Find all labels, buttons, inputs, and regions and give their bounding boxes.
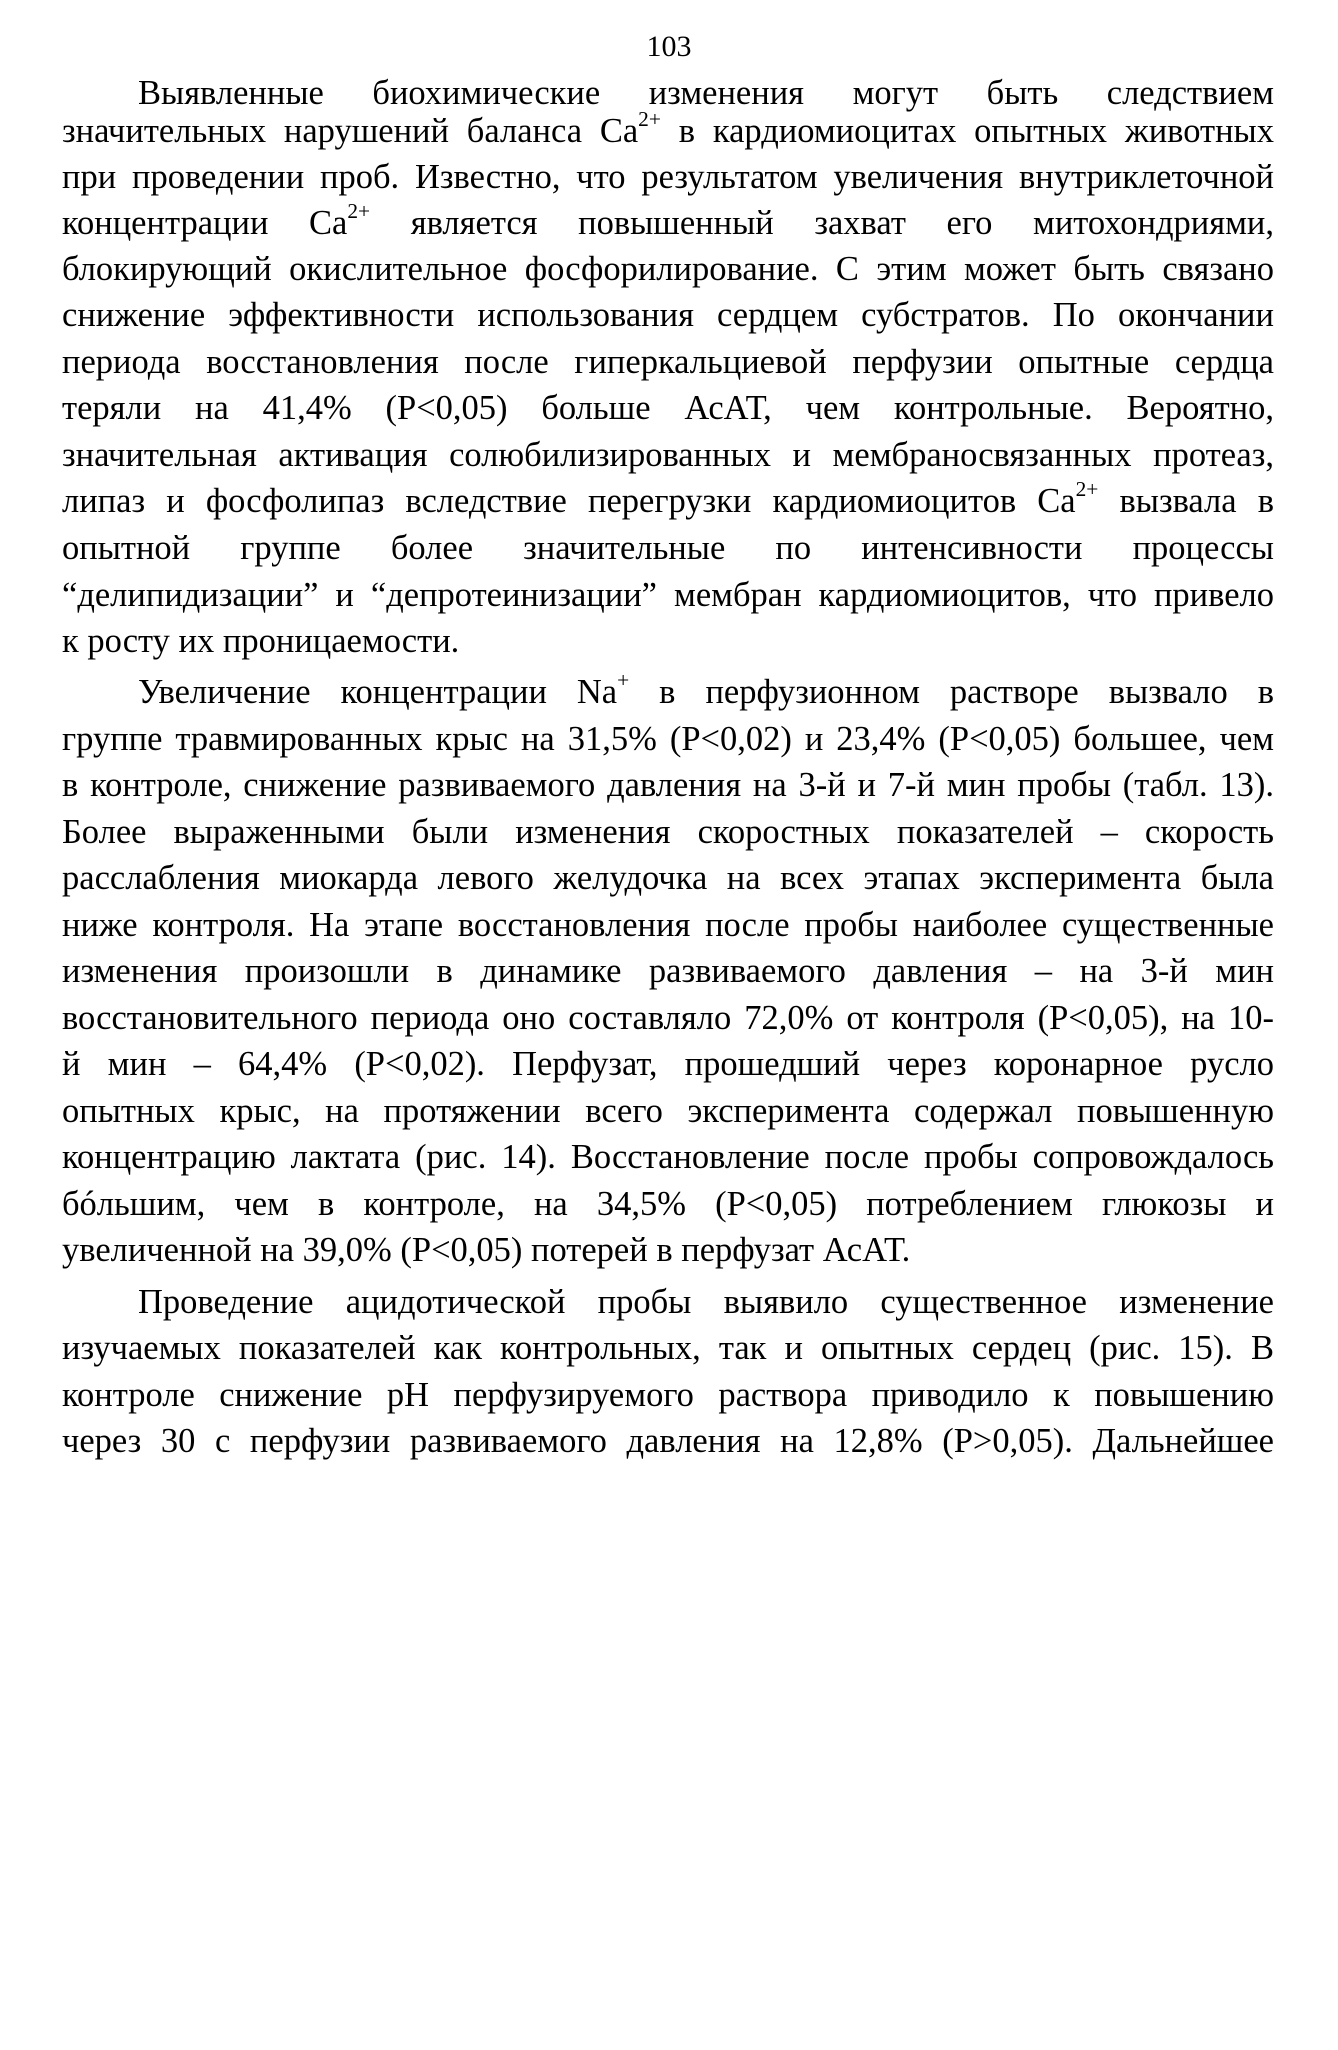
text-line: липаз и фосфолипаз вследствие перегрузки кардиомиоцитов $Ca^{2+}$ вызвала в	[62, 478, 1274, 520]
text-line: “делипидизации” и “депротеинизации” мембран кардиомиоцитов, что привело	[62, 576, 1274, 614]
text-line: концентрации $Ca^{2+}$ является повышенный захват его митохондриями,	[62, 200, 1274, 242]
text-line: к росту их проницаемости.	[62, 622, 460, 660]
text-line: Увеличение концентрации Na+ в перфузионном растворе вызвало в	[138, 669, 1274, 711]
text-line: значительных нарушений баланса $Ca^{2+}$ в кардиомиоцитах опытных животных	[62, 108, 1274, 150]
text-line: изменения произошли в динамике развиваемого давления – на 3-й мин	[62, 952, 1274, 990]
text-line: концентрацию лактата (рис. 14). Восстановление после пробы сопровождалось	[62, 1138, 1274, 1176]
text-line: Выявленные биохимические изменения могут быть следствием	[138, 74, 1274, 112]
text-line: й мин – 64,4% (P<0,02). Перфузат, прошедший через коронарное русло	[62, 1045, 1274, 1083]
text-line: Более выраженными были изменения скоростных показателей – скорость	[62, 813, 1274, 851]
text-line: опытных крыс, на протяжении всего эксперимента содержал повышенную	[62, 1092, 1274, 1130]
text-line: расслабления миокарда левого желудочка на всех этапах эксперимента была	[62, 859, 1274, 897]
text-line: увеличенной на 39,0% (P<0,05) потерей в перфузат АсАТ.	[62, 1231, 911, 1269]
text-line: через 30 с перфузии развиваемого давления на 12,8% (P>0,05). Дальнейшее	[62, 1422, 1274, 1460]
text-line: теряли на 41,4% (P<0,05) больше АсАТ, чем контрольные. Вероятно,	[62, 389, 1274, 427]
text-line: опытной группе более значительные по интенсивности процессы	[62, 529, 1274, 567]
text-line: блокирующий окислительное фосфорилирование. С этим может быть связано	[62, 250, 1274, 288]
text-line: при проведении проб. Известно, что результатом увеличения внутриклеточной	[62, 158, 1274, 196]
text-line: периода восстановления после гиперкальциевой перфузии опытные сердца	[62, 343, 1274, 381]
text-line: изучаемых показателей как контрольных, так и опытных сердец (рис. 15). В	[62, 1329, 1274, 1367]
text-line: снижение эффективности использования сердцем субстратов. По окончании	[62, 296, 1274, 334]
text-line: контроле снижение pH перфузируемого раствора приводило к повышению	[62, 1376, 1274, 1414]
text-line: ниже контроля. На этапе восстановления после пробы наиболее существенные	[62, 906, 1274, 944]
text-line: группе травмированных крыс на 31,5% (P<0,02) и 23,4% (P<0,05) большее, чем	[62, 720, 1274, 758]
page-number: 103	[646, 30, 692, 63]
text-line: восстановительного периода оно составляло 72,0% от контроля (P<0,05), на 10-	[62, 999, 1274, 1037]
text-line: в контроле, снижение развиваемого давления на 3-й и 7-й мин пробы (табл. 13).	[62, 766, 1274, 804]
text-line: бóльшим, чем в контроле, на 34,5% (P<0,05) потреблением глюкозы и	[62, 1185, 1274, 1223]
text-line: Проведение ацидотической пробы выявило существенное изменение	[138, 1283, 1274, 1321]
text-line: значительная активация солюбилизированных и мембраносвязанных протеаз,	[62, 436, 1274, 474]
